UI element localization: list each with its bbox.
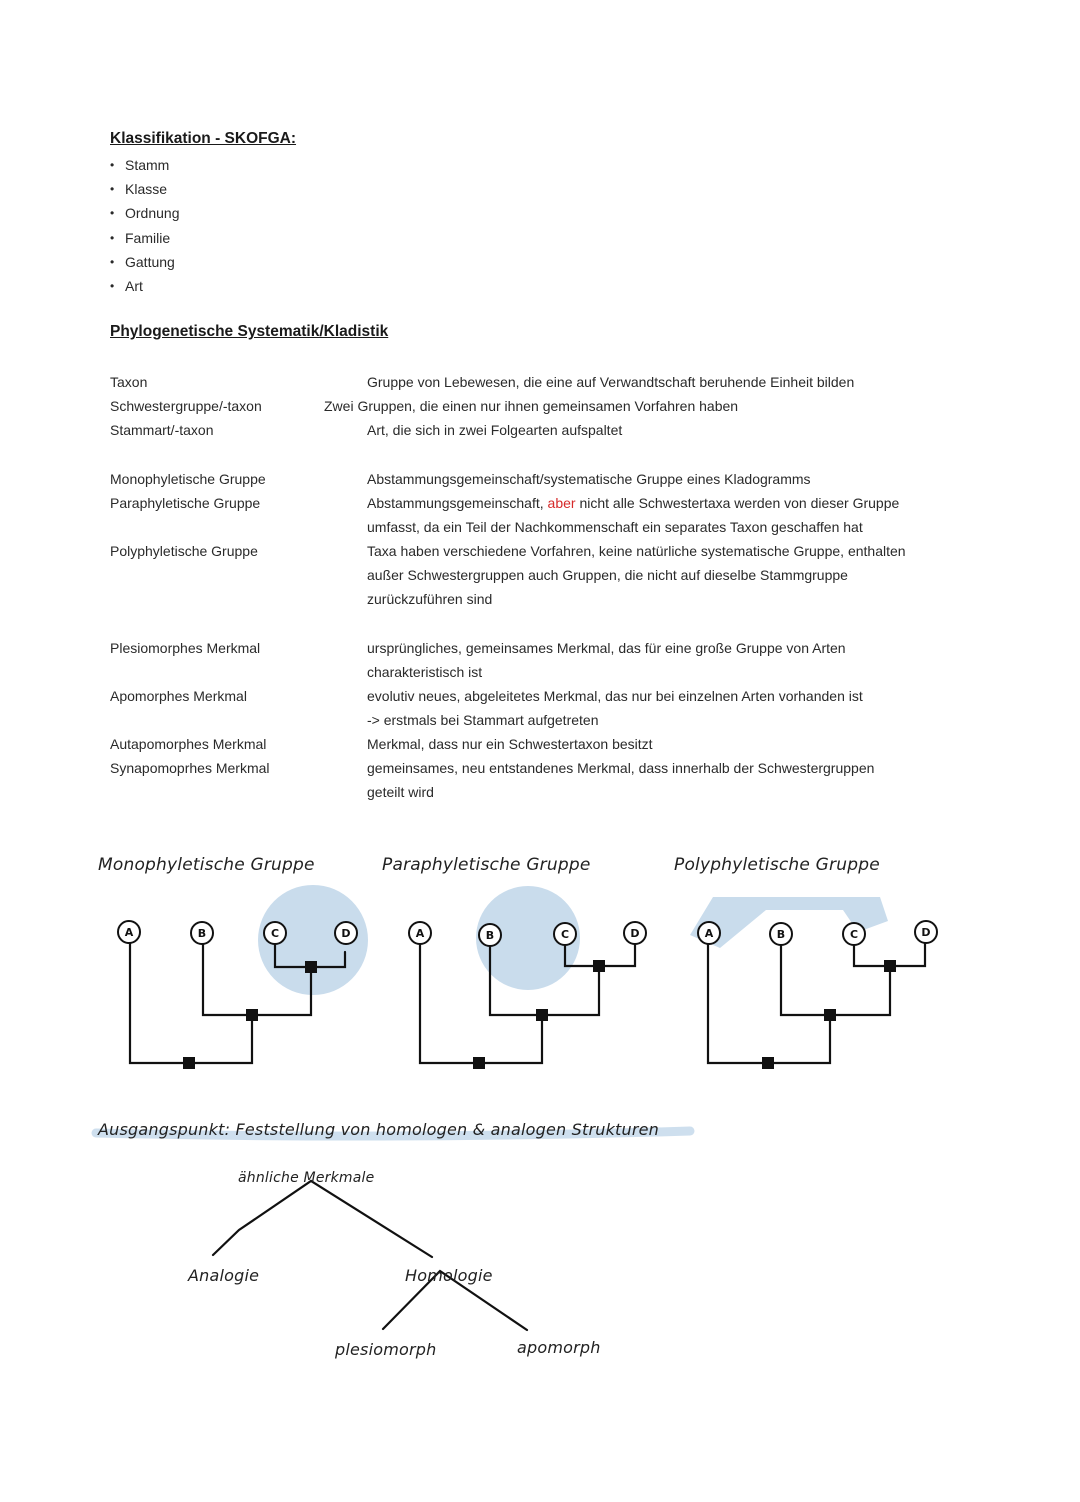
tree-analogie: Analogie: [188, 1266, 260, 1285]
def-paraphyletisch-a: Abstammungsgemeinschaft,: [367, 495, 548, 511]
def-plesiomorph-line2: charakteristisch ist: [367, 664, 483, 680]
node-label-a: A: [124, 926, 134, 939]
tree-homologie: Homologie: [405, 1266, 493, 1285]
def-stammart: Art, die sich in zwei Folgearten aufspaltet: [367, 422, 623, 438]
term-autapomorph: Autapomorphes Merkmal: [110, 736, 267, 752]
phylogenetik-heading: Phylogenetische Systematik/Kladistik: [110, 323, 389, 340]
diagram-title-mono: Monophyletische Gruppe: [98, 855, 315, 875]
def-monophyletisch: Abstammungsgemeinschaft/systematische Gruppe eines Kladogramms: [367, 471, 811, 487]
term-polyphyletisch: Polyphyletische Gruppe: [110, 543, 258, 559]
node-marker: [593, 960, 605, 972]
klassifikation-heading: Klassifikation - SKOFGA:: [110, 130, 297, 147]
term-taxon: Taxon: [110, 374, 148, 390]
node-label-d: D: [630, 927, 640, 940]
def-autapomorph: Merkmal, dass nur ein Schwestertaxon besitzt: [367, 736, 653, 752]
def-polyphyletisch-line1: Taxa haben verschiedene Vorfahren, keine natürliche systematische Gruppe, enthalten: [367, 543, 906, 559]
def-polyphyletisch-line2: außer Schwestergruppen auch Gruppen, die nicht auf dieselbe Stammgruppe: [367, 567, 848, 583]
list-item: • Stamm: [110, 153, 179, 177]
term-monophyletisch: Monophyletische Gruppe: [110, 471, 266, 487]
node-marker: [824, 1009, 836, 1021]
def-polyphyletisch-line3: zurückzuführen sind: [367, 591, 493, 607]
term-paraphyletisch: Paraphyletische Gruppe: [110, 495, 261, 511]
node-label-d: D: [341, 927, 351, 940]
term-stammart: Stammart/-taxon: [110, 422, 214, 438]
node-label-b: B: [776, 928, 786, 941]
tree-plesiomorph: plesiomorph: [335, 1340, 437, 1359]
term-apomorph: Apomorphes Merkmal: [110, 688, 247, 704]
node-label-b: B: [485, 929, 495, 942]
def-plesiomorph-line1: ursprüngliches, gemeinsames Merkmal, das für eine große Gruppe von Arten: [367, 640, 846, 656]
node-label-d: D: [921, 926, 931, 939]
node-marker: [536, 1009, 548, 1021]
node-marker: [473, 1057, 485, 1069]
node-marker: [762, 1057, 774, 1069]
emphasis-aber: aber: [547, 495, 576, 511]
term-schwestergruppe: Schwestergruppe/-taxon: [110, 398, 262, 414]
def-paraphyletisch-line2: umfasst, da ein Teil der Nachkommenschaft ein separates Taxon geschaffen hat: [367, 519, 863, 535]
def-synapomorph-line1: gemeinsames, neu entstandenes Merkmal, dass innerhalb der Schwestergruppen: [367, 760, 875, 776]
list-item: • Familie: [110, 226, 179, 250]
def-taxon: Gruppe von Lebewesen, die eine auf Verwandtschaft beruhende Einheit bilden: [367, 374, 855, 390]
term-synapomorph: Synapomoprhes Merkmal: [110, 760, 270, 776]
node-label-c: C: [560, 928, 570, 941]
diagram-title-para: Paraphyletische Gruppe: [382, 855, 591, 875]
list-item: • Gattung: [110, 250, 179, 274]
node-label-c: C: [270, 927, 280, 940]
def-apomorph-line1: evolutiv neues, abgeleitetes Merkmal, das nur bei einzelnen Arten vorhanden ist: [367, 688, 863, 704]
node-label-a: A: [704, 927, 714, 940]
tree-title: Ausgangspunkt: Feststellung von homologen & analogen Strukturen: [98, 1120, 660, 1139]
tree-root: ähnliche Merkmale: [238, 1170, 375, 1186]
node-marker: [246, 1009, 258, 1021]
node-label-c: C: [849, 928, 859, 941]
diagram-title-poly: Polyphyletische Gruppe: [674, 855, 880, 875]
tree-apomorph: apomorph: [517, 1338, 601, 1357]
node-marker: [183, 1057, 195, 1069]
term-plesiomorph: Plesiomorphes Merkmal: [110, 640, 261, 656]
def-schwestergruppe: Zwei Gruppen, die einen nur ihnen gemeinsamen Vorfahren haben: [324, 398, 739, 414]
node-marker: [305, 961, 317, 973]
node-marker: [884, 960, 896, 972]
def-paraphyletisch-b: nicht alle Schwestertaxa werden von dieser Gruppe: [575, 495, 900, 511]
def-apomorph-line2: -> erstmals bei Stammart aufgetreten: [367, 712, 599, 728]
node-label-a: A: [415, 927, 425, 940]
list-item: • Ordnung: [110, 201, 179, 225]
def-synapomorph-line2: geteilt wird: [367, 784, 434, 800]
list-item: • Art: [110, 274, 179, 298]
list-item: • Klasse: [110, 177, 179, 201]
node-label-b: B: [197, 927, 207, 940]
